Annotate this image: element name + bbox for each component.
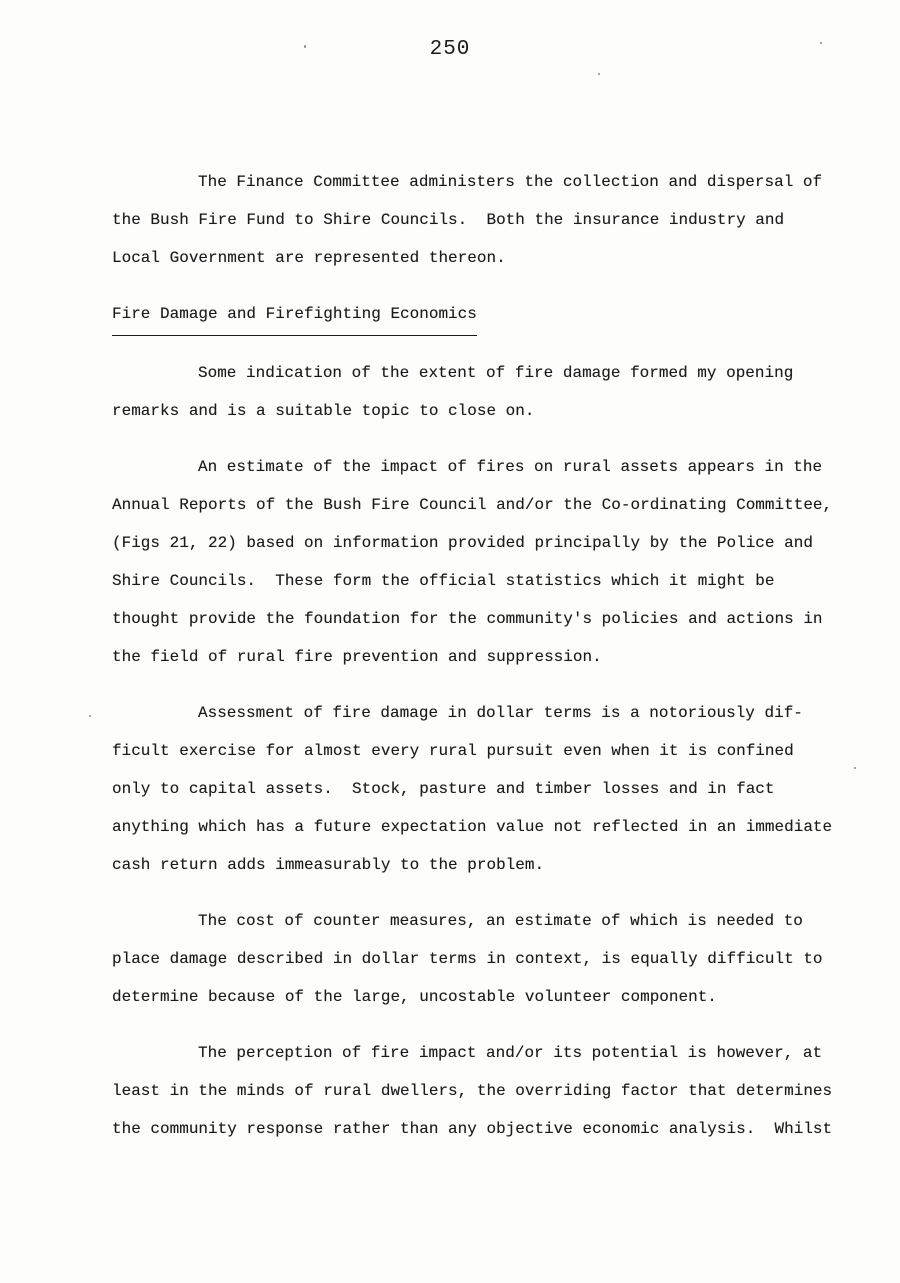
text-line: the field of rural fire prevention and suppression. (112, 648, 602, 666)
text-line: cash return adds immeasurably to the problem. (112, 856, 545, 874)
text-line: (Figs 21, 22) based on information provided principally by the Police and (112, 534, 813, 552)
text-line: The perception of fire impact and/or its potential is however, at (198, 1044, 823, 1062)
text-line: the community response rather than any objective economic analysis. Whilst (112, 1120, 833, 1138)
scan-speck (820, 42, 822, 44)
text-line: Local Government are represented thereon. (112, 249, 506, 267)
paragraph (112, 163, 848, 277)
text-line: Assessment of fire damage in dollar terms is a notoriously dif- (198, 704, 803, 722)
text-line: remarks and is a suitable topic to close on. (112, 402, 535, 420)
paragraph (112, 1034, 848, 1148)
text-line: place damage described in dollar terms in context, is equally difficult to (112, 950, 823, 968)
text-line: the Bush Fire Fund to Shire Councils. Both the insurance industry and (112, 211, 785, 229)
text-line: only to capital assets. Stock, pasture and timber losses and in fact (112, 780, 775, 798)
text-line: determine because of the large, uncostable volunteer component. (112, 988, 717, 1006)
text-line: Annual Reports of the Bush Fire Council and/or the Co-ordinating Committee, (112, 496, 833, 514)
paragraph (112, 354, 848, 430)
page-content (0, 163, 900, 1148)
text-line: An estimate of the impact of fires on rural assets appears in the (198, 458, 823, 476)
text-line: anything which has a future expectation value not reflected in an immediate (112, 818, 833, 836)
text-line: Some indication of the extent of fire damage formed my opening (198, 364, 794, 382)
paragraph (112, 448, 848, 676)
text-line: least in the minds of rural dwellers, the overriding factor that determines (112, 1082, 833, 1100)
section-heading (112, 295, 848, 336)
paragraph (112, 694, 848, 884)
text-line: The cost of counter measures, an estimate of which is needed to (198, 912, 803, 930)
text-line: Shire Councils. These form the official statistics which it might be (112, 572, 775, 590)
scan-speck (304, 45, 306, 48)
scan-speck (89, 715, 91, 717)
page-number: 250 (429, 38, 471, 61)
text-line: ficult exercise for almost every rural pursuit even when it is confined (112, 742, 794, 760)
section-heading-text: Fire Damage and Firefighting Economics (112, 295, 477, 336)
text-line: The Finance Committee administers the collection and dispersal of (198, 173, 823, 191)
paragraph (112, 902, 848, 1016)
text-line: thought provide the foundation for the community's policies and actions in (112, 610, 823, 628)
scan-speck (598, 73, 600, 75)
scan-speck (854, 767, 856, 769)
